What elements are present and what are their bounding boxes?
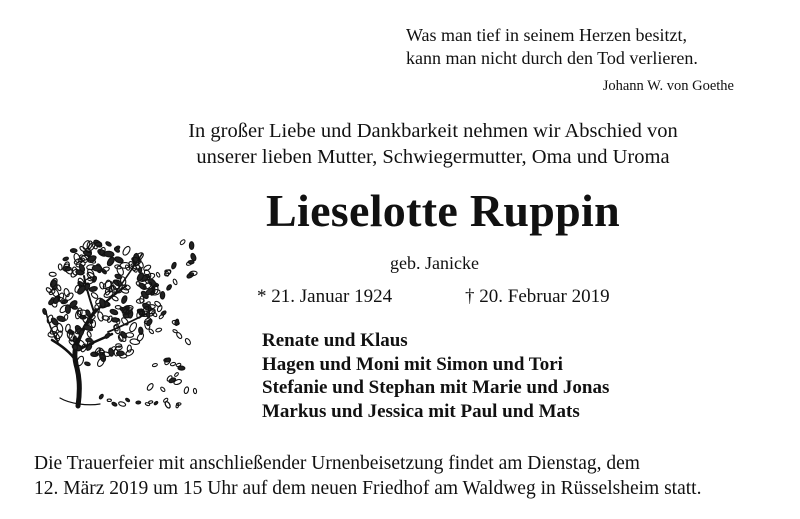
quote-line-2: kann man nicht durch den Tod verlieren.	[406, 48, 698, 68]
death-date: † 20. Februar 2019	[465, 286, 610, 307]
tree-leaves	[42, 239, 197, 409]
mourner-line: Renate und Klaus	[262, 330, 408, 351]
mourner-line: Stefanie und Stephan mit Marie und Jonas	[262, 377, 610, 398]
mourner-line: Hagen und Moni mit Simon und Tori	[262, 353, 563, 375]
intro-line-2: unserer lieben Mutter, Schwiegermutter, Oma und Uroma	[196, 146, 670, 168]
mourner-line: Markus und Jessica mit Paul und Mats	[262, 400, 580, 422]
quote-author: Johann W. von Goethe	[602, 78, 734, 94]
intro-line-1: In großer Liebe und Dankbarkeit nehmen wir Abschied von	[188, 120, 678, 142]
quote-line-1: Was man tief in seinem Herzen besitzt,	[406, 25, 687, 45]
deceased-name: Lieselotte Ruppin	[266, 185, 620, 236]
mourners-list	[262, 329, 609, 423]
windblown-tree-icon	[30, 222, 200, 414]
birth-name: geb. Janicke	[390, 253, 479, 273]
notice-line-1: Die Trauerfeier mit anschließender Urnenbeisetzung findet am Dienstag, dem	[34, 453, 640, 474]
birth-date: * 21. Januar 1924	[257, 286, 393, 307]
notice-line-2: 12. März 2019 um 15 Uhr auf dem neuen Friedhof am Waldweg in Rüsselsheim statt.	[34, 478, 702, 499]
